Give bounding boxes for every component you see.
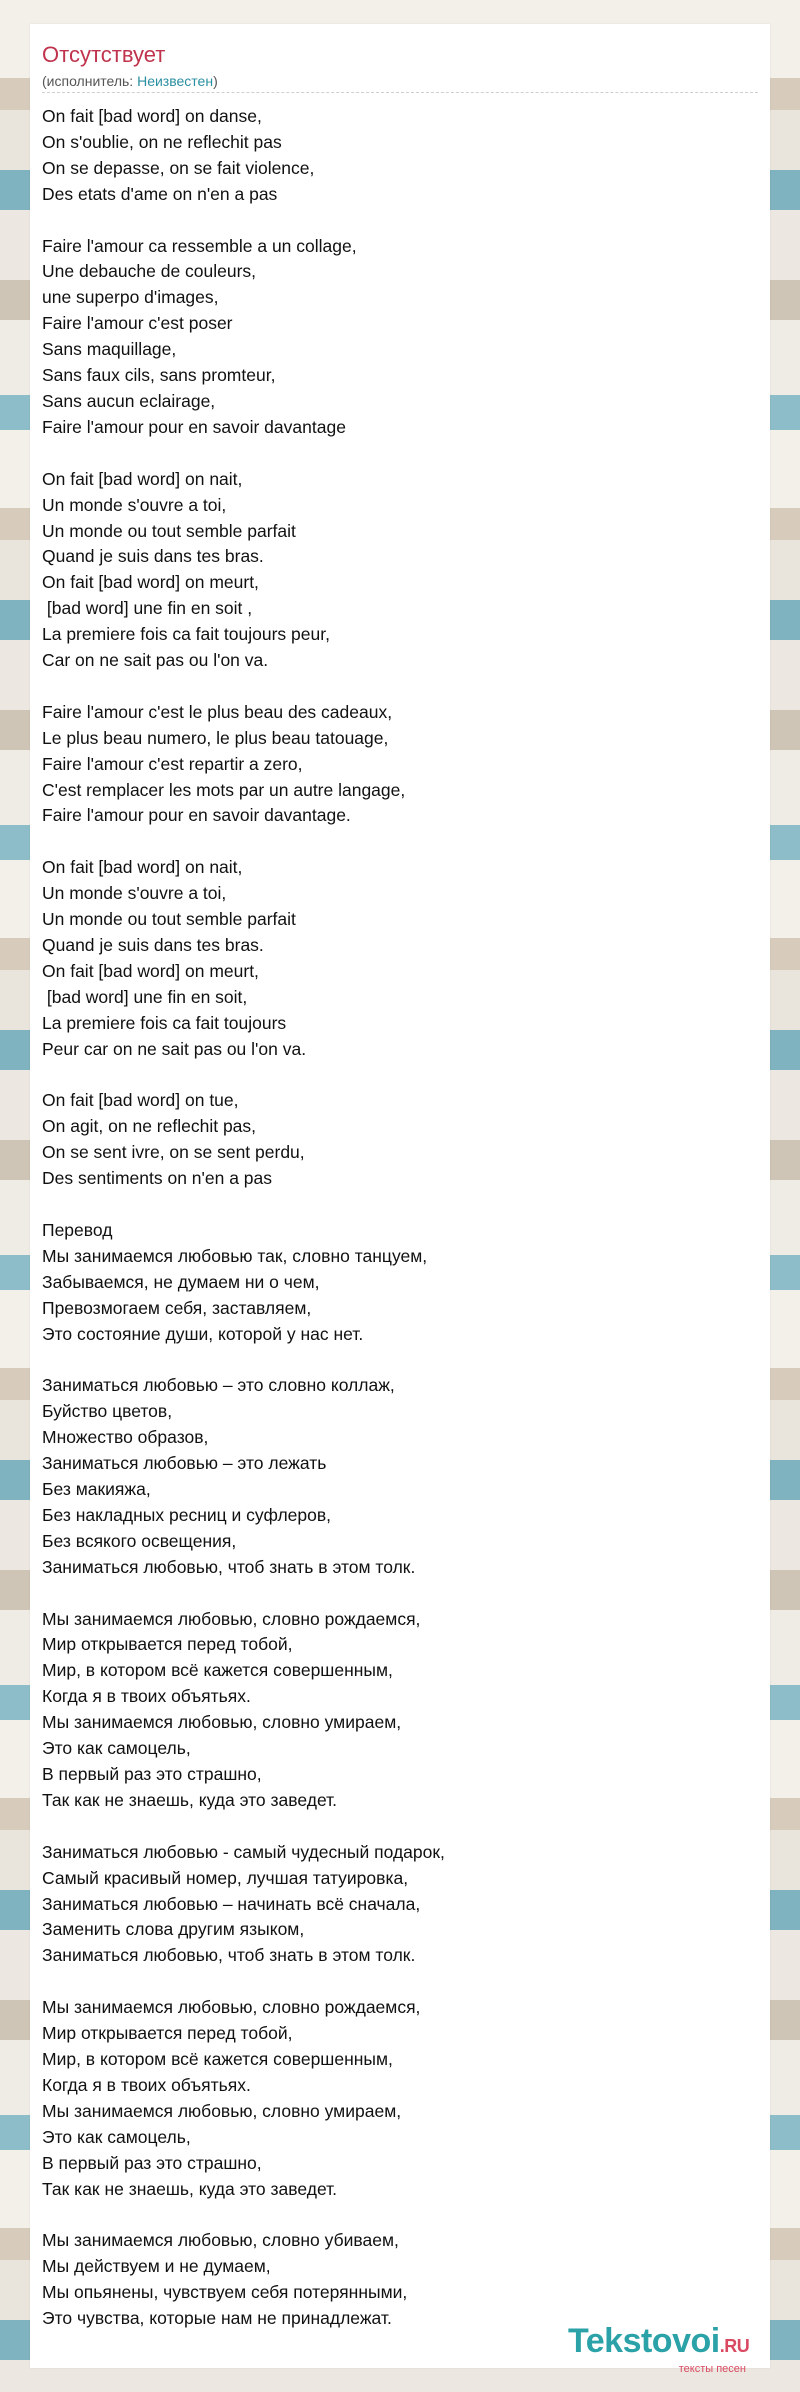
logo-wordmark xyxy=(568,2324,758,2363)
artist-line xyxy=(42,72,218,90)
song-title: Отсутствует xyxy=(42,42,166,67)
lyrics-text: On fait [bad word] on danse, On s'oublie, on ne reflechit pas On se depasse, on se fait violence, Des etats d'ame on n'en a pas Faire l'amour ca ressemble a un collage, Une debauche de couleurs, une superpo d'images, Faire l'amour c'est poser Sans maquillage, Sans faux cils, sans promteur, Sans aucun eclairage, Faire l'amour pour en savoir davantage On fait [bad word] on nait, Un monde s'ouvre a toi, Un monde ou tout semble parfait Quand je suis dans tes bras. On fait [bad word] on meurt, [bad word] une fin en soit , La premiere fois ca fait toujours peur, Car on ne sait pas ou l'on va. Faire l'amour c'est le plus beau des cadeaux, Le plus beau numero, le plus beau tatouage, Faire l'amour c'est repartir a zero, C'est remplacer les mots par un autre langage, Faire l'amour pour en savoir davantage. On fait [bad word] on nait, Un monde s'ouvre a toi, Un monde ou tout semble parfait Quand je suis dans tes bras. On fait [bad word] on meurt, [bad word] une fin en soit, La premiere fois ca fait toujours Peur car on ne sait pas ou l'on va. On fait [bad word] on tue, On agit, on ne reflechit pas, On se sent ivre, on se sent perdu, Des sentiments on n'en a pas Перевод Мы занимаемся любовью так, словно танцуем, Забываемся, не думаем ни о чем, Превозмогаем себя, заставляем, Это состояние души, которой у нас нет. Заниматься любовью – это словно коллаж, Буйство цветов, Множество образов, Заниматься любовью – это лежать Без макияжа, Без накладных ресниц и суфлеров, Без всякого освещения, Заниматься любовью, чтоб знать в этом толк. Мы занимаемся любовью, словно рождаемся, Мир открывается перед тобой, Мир, в котором всё кажется совершенным, Когда я в твоих объятьях. Мы занимаемся любовью, словно умираем, Это как самоцель, В первый раз это страшно, Так как не знаешь, куда это заведет. Заниматься любовью - самый чудесный подарок, Самый красивый номер, лучшая татуировка, Заниматься любовью – начинать всё сначала, Заменить слова другим языком, Заниматься любовью, чтоб знать в этом толк. Мы занимаемся любовью, словно рождаемся, Мир открывается перед тобой, Мир, в котором всё кажется совершенным, Когда я в твоих объятьях. Мы занимаемся любовью, словно умираем, Это как самоцель, В первый раз это страшно, Так как не знаешь, куда это заведет. Мы занимаемся любовью, словно убиваем, Мы действуем и не думаем, Мы опьянены, чувствуем себя потерянными, Это чувства, которые нам не принадлежат. xyxy=(42,106,445,2329)
logo-tagline: тексты песен xyxy=(678,2363,746,2375)
header-divider xyxy=(42,92,758,93)
site-logo[interactable] xyxy=(568,2322,758,2375)
logo-tld: .RU xyxy=(719,2336,750,2356)
artist-prefix: (исполнитель: xyxy=(42,73,138,89)
artist-link[interactable]: Неизвестен xyxy=(137,73,214,89)
logo-name: Tekstovoi xyxy=(568,2322,720,2360)
lyrics-card xyxy=(30,24,770,2375)
artist-suffix: ) xyxy=(213,73,218,89)
